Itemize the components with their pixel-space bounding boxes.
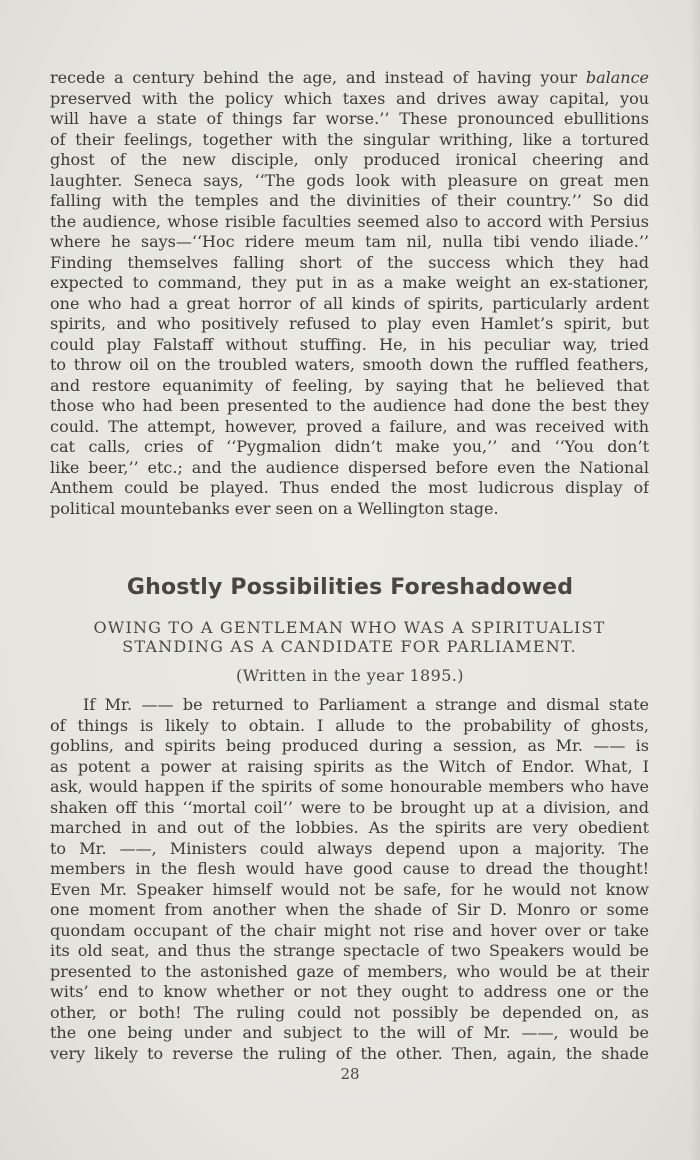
text-line: marched in and out of the lobbies. As the spirits are very obedient (50, 818, 649, 837)
text-line: of their feelings, together with the singular writhing, like a tortured (50, 129, 649, 149)
text-line: Anthem could be played. Thus ended the most ludicrous display of (50, 478, 649, 497)
text-line: as potent a power at raising spirits as the Witch of Endor. What, I (50, 756, 649, 776)
text-line: cat calls, cries of ‘‘Pygmalion didn’t make you,’’ and ‘‘You don’t (50, 437, 649, 456)
text-line: those who had been presented to the audience had done the best they (50, 396, 649, 415)
text-line: Even Mr. Speaker himself would not be safe, for he would not know (50, 879, 649, 899)
section-subtitle-line-1: OWING TO A GENTLEMAN WHO WAS A SPIRITUALIST (93, 618, 606, 637)
text-line: shaken off this ‘‘mortal coil’’ were to be brought up at a division, and (50, 797, 649, 817)
page-edge-shadow (690, 0, 700, 1160)
text-line: could. The attempt, however, proved a failure, and was received with (50, 416, 649, 436)
text-line: and restore equanimity of feeling, by saying that he believed that (50, 375, 649, 395)
text-line: members in the flesh would have good cause to dread the thought! (50, 859, 649, 878)
text-line: expected to command, they put in as a make weight an ex-stationer, (50, 273, 649, 292)
text-line: the one being under and subject to the will of Mr. ——, would be (50, 1023, 649, 1042)
text-line: falling with the temples and the divinities of their country.’’ So did (50, 191, 649, 210)
text-line: one moment from another when the shade of Sir D. Monro or some (50, 900, 649, 919)
continuation-paragraph (50, 68, 649, 519)
section-title: Ghostly Possibilities Foreshadowed (126, 575, 574, 600)
text-line: one who had a great horror of all kinds of spirits, particularly ardent (50, 293, 649, 313)
text-line: will have a state of things far worse.’’ These pronounced ebullitions (50, 109, 649, 128)
text-line: quondam occupant of the chair might not rise and hover over or take (50, 920, 649, 940)
text-line: political mountebanks ever seen on a Wellington stage. (50, 498, 499, 518)
text-line: other, or both! The ruling could not possibly be depended on, as (50, 1002, 649, 1022)
section-subtitle-line-2: STANDING AS A CANDIDATE FOR PARLIAMENT. (122, 637, 577, 656)
text-line: to throw oil on the troubled waters, smooth down the ruffled feathers, (50, 355, 649, 374)
text-line: to Mr. ——, Ministers could always depend upon a majority. The (50, 838, 649, 858)
text-line: ghost of the new disciple, only produced ironical cheering and (50, 150, 649, 169)
text-line: spirits, and who positively refused to play even Hamlet’s spirit, but (50, 314, 649, 333)
text-line: where he says—‘‘Hoc ridere meum tam nil, nulla tibi vendo iliade.’’ (50, 232, 649, 251)
text-line: its old seat, and thus the strange spectacle of two Speakers would be (50, 941, 649, 960)
page-number: 28 (340, 1065, 360, 1083)
text-line: presented to the astonished gaze of members, who would be at their (50, 961, 649, 981)
text-line: very likely to reverse the ruling of the other. Then, again, the shade (50, 1043, 649, 1063)
text-line: could play Falstaff without stuffing. He, in his peculiar way, tried (50, 334, 649, 354)
text-line: laughter. Seneca says, ‘‘The gods look with pleasure on great men (50, 170, 649, 190)
text-line: Finding themselves falling short of the success which they had (50, 252, 649, 272)
text-line: wits’ end to know whether or not they ought to address one or the (50, 982, 649, 1001)
text-line: ask, would happen if the spirits of some honourable members who have (50, 777, 649, 796)
text-line: goblins, and spirits being produced during a session, as Mr. —— is (50, 736, 649, 755)
emphasis-word: balance (585, 68, 649, 87)
text-line: like beer,’’ etc.; and the audience dispersed before even the National (50, 457, 649, 477)
text-line: the audience, whose risible faculties seemed also to accord with Persius (50, 211, 649, 231)
text-line: If Mr. —— be returned to Parliament a strange and dismal state (83, 695, 649, 714)
text-line: preserved with the policy which taxes and drives away capital, you (50, 88, 649, 108)
dateline: (Written in the year 1895.) (236, 666, 464, 685)
text-line: recede a century behind the age, and instead of having your balance (50, 68, 649, 87)
text-line: of things is likely to obtain. I allude to the probability of ghosts, (50, 715, 649, 735)
section-body-paragraph (50, 695, 649, 1064)
